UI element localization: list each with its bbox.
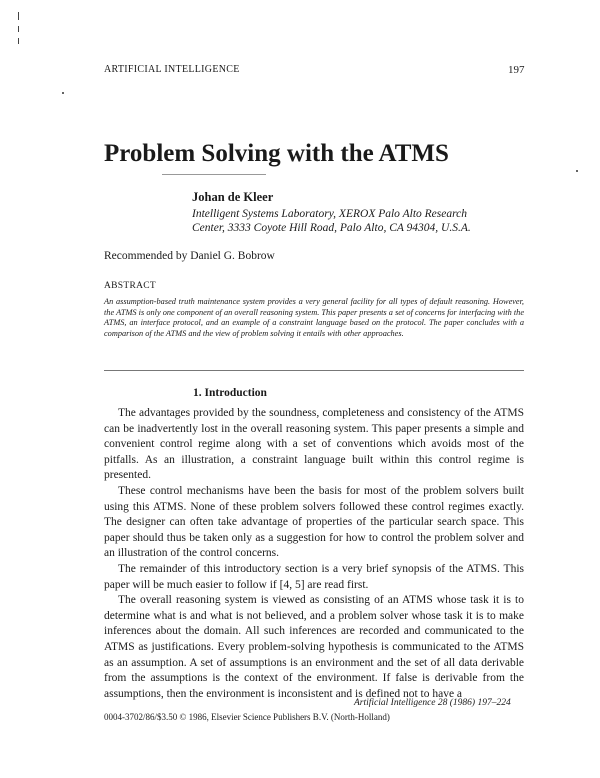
scan-speck: [62, 92, 64, 94]
body-paragraph: These control mechanisms have been the basis for most of the problem solvers built using this ATMS. None of these problem solvers followed these control regimes exactly. The designer can often take advantage of properties of the particular search space. This paper should thus be taken only as a suggestion for how to control the problem solver and an illustration of the control concerns.: [104, 484, 524, 560]
article-title: Problem Solving with the ATMS: [104, 140, 449, 167]
journal-citation: Artificial Intelligence 28 (1986) 197–224: [354, 698, 511, 708]
scan-edge-mark: [18, 26, 19, 32]
copyright-line: 0004-3702/86/$3.50 © 1986, Elsevier Science Publishers B.V. (North-Holland): [104, 712, 390, 722]
affiliation-line-2: Center, 3333 Coyote Hill Road, Palo Alto, CA 94304, U.S.A.: [192, 222, 471, 234]
author-name: Johan de Kleer: [192, 190, 274, 204]
recommended-by: Recommended by Daniel G. Bobrow: [104, 250, 275, 262]
page-number: 197: [508, 64, 525, 76]
affiliation-line-1: Intelligent Systems Laboratory, XEROX Palo Alto Research: [192, 208, 468, 220]
body-text: [104, 406, 524, 702]
section-heading: 1. Introduction: [193, 387, 267, 399]
title-underline-artifact: [162, 174, 266, 175]
body-paragraph: The advantages provided by the soundness, completeness and consistency of the ATMS can be inadvertently lost in the overall reasoning system. This paper presents a simple and convenient control regime along with a set of conventions which avoids most of the pitfalls. As an illustration, a constraint language built within this control regime is presented.: [104, 407, 524, 482]
scan-edge-mark: [18, 12, 19, 20]
abstract-rule: [104, 370, 524, 371]
running-head: ARTIFICIAL INTELLIGENCE: [104, 64, 240, 75]
scan-edge-mark: [18, 38, 19, 44]
abstract-heading: ABSTRACT: [104, 281, 157, 291]
body-paragraph: The remainder of this introductory section is a very brief synopsis of the ATMS. This paper will be much easier to follow if [4, 5] are read first.: [104, 562, 524, 591]
body-paragraph: The overall reasoning system is viewed as consisting of an ATMS whose task it is to determine what is and what is not believed, and a problem solver whose task it is to make inferences about the domain. All such inferences are recorded and communicated to the ATMS as justifications. Every problem-solving hypothesis is communicated to the ATMS as an assumption. A set of assumptions is an environment and the set of all data derivable from the assumptions is the context of the environment. If false is derivable from the assumptions, then the environment is inconsistent and is defined not to have a: [104, 594, 524, 700]
scan-speck: [576, 170, 578, 172]
abstract-text: An assumption-based truth maintenance system provides a very general facility for all types of default reasoning. However, the ATMS is only one component of an overall reasoning system. This paper presents a set of concerns for interfacing with the ATMS, an interface protocol, and an example of a constraint language based on the protocol. The paper concludes with a comparison of the ATMS and the view of problem solving it entails with other approaches.: [104, 297, 524, 338]
